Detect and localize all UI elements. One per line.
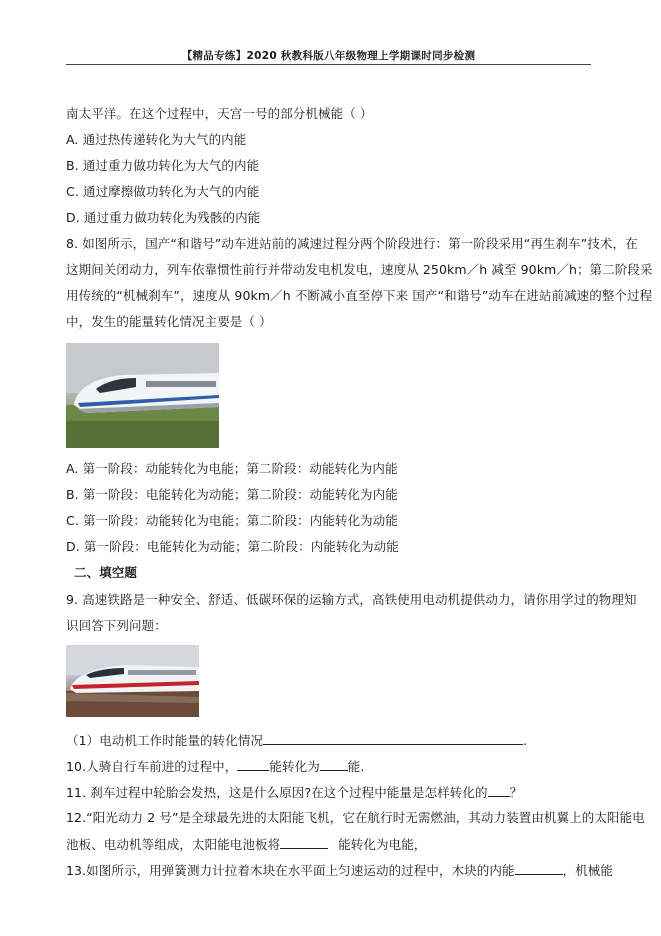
q8-stem-line1: 8. 如图所示，国产“和谐号”动车进站前的减速过程分两个阶段进行：第一阶段采用“再生刹车”技术，在 bbox=[66, 236, 638, 251]
q11 bbox=[66, 783, 522, 802]
q13-prefix: 13.如图所示，用弹簧测力计拉着木块在水平面上匀速运动的过程中，木块的内能 bbox=[66, 863, 515, 878]
q13 bbox=[66, 861, 613, 880]
train-illustration-2 bbox=[66, 645, 199, 717]
page-header: 【精品专练】2020 秋教科版八年级物理上学期课时同步检测 bbox=[181, 50, 476, 62]
q9-sub1-suffix: . bbox=[523, 733, 528, 748]
q10-prefix: 10.人骑自行车前进的过程中， bbox=[66, 759, 238, 774]
q9-stem-line1: 9. 高速铁路是一种安全、舒适、低碳环保的运输方式，高铁使用电动机提供动力，请你用学过的物理知 bbox=[66, 592, 637, 607]
q12-line2-suffix: 能转化为电能， bbox=[338, 837, 427, 852]
q9-sub1-answer-blank[interactable] bbox=[263, 731, 523, 745]
q11-prefix: 11. 刹车过程中轮胎会发热，这是什么原因?在这个过程中能量是怎样转化的 bbox=[66, 785, 488, 800]
q7-option-c: C. 通过摩擦做功转化为大气的内能 bbox=[66, 184, 260, 199]
q8-stem-line4: 中，发生的能量转化情况主要是（ ） bbox=[66, 314, 272, 329]
q7-option-b: B. 通过重力做功转化为大气的内能 bbox=[66, 158, 260, 173]
q10-blank-2[interactable] bbox=[320, 757, 348, 771]
header-divider bbox=[66, 64, 591, 65]
q13-suffix: ，机械能 bbox=[562, 863, 613, 878]
q12-line2 bbox=[66, 835, 426, 854]
q8-option-a: A. 第一阶段：动能转化为电能；第二阶段：动能转化为内能 bbox=[66, 461, 398, 476]
q9-sub1-prefix: （1）电动机工作时能量的转化情况 bbox=[66, 733, 264, 748]
q8-option-d: D. 第一阶段：电能转化为动能；第二阶段：内能转化为动能 bbox=[66, 539, 399, 554]
q8-stem-line2: 这期间关闭动力，列车依靠惯性前行并带动发电机发电，速度从 250km／h 减至 90km／h；第二阶段采 bbox=[66, 262, 653, 277]
high-speed-train-photo bbox=[66, 343, 219, 448]
q7-option-a: A. 通过热传递转化为大气的内能 bbox=[66, 132, 247, 147]
q8-stem-line3: 用传统的“机械刹车”，速度从 90km／h 不断减小直至停下来 国产“和谐号”动车在进站前减速的整个过程 bbox=[66, 288, 653, 303]
q8-option-b: B. 第一阶段：电能转化为动能；第二阶段：动能转化为内能 bbox=[66, 487, 398, 502]
q8-option-c: C. 第一阶段：动能转化为电能；第二阶段：内能转化为动能 bbox=[66, 513, 398, 528]
q13-blank[interactable] bbox=[515, 861, 563, 875]
q9-sub1 bbox=[66, 731, 527, 750]
section-title-fill-in: 二、填空题 bbox=[74, 565, 138, 580]
q12-blank[interactable] bbox=[280, 835, 328, 849]
q7-option-d: D. 通过重力做功转化为残骸的内能 bbox=[66, 210, 261, 225]
bullet-train-photo bbox=[66, 645, 199, 717]
q11-suffix: ？ bbox=[509, 785, 523, 800]
q7-stem: 南太平洋。在这个过程中，天宫一号的部分机械能（ ） bbox=[66, 106, 373, 121]
q10-blank-1[interactable] bbox=[237, 757, 269, 771]
q12-line2-prefix: 池板、电动机等组成，太阳能电池板将 bbox=[66, 837, 281, 852]
q10-suffix: 能. bbox=[347, 759, 365, 774]
q11-blank[interactable] bbox=[488, 783, 510, 797]
q10 bbox=[66, 757, 364, 776]
q12-line1: 12.“阳光动力 2 号”是全球最先进的太阳能飞机，它在航行时无需燃油，其动力装置由机翼上的太阳能电 bbox=[66, 810, 645, 825]
q10-middle: 能转化为 bbox=[269, 759, 320, 774]
q9-stem-line2: 识回答下列问题： bbox=[66, 618, 167, 633]
train-illustration bbox=[66, 343, 219, 448]
